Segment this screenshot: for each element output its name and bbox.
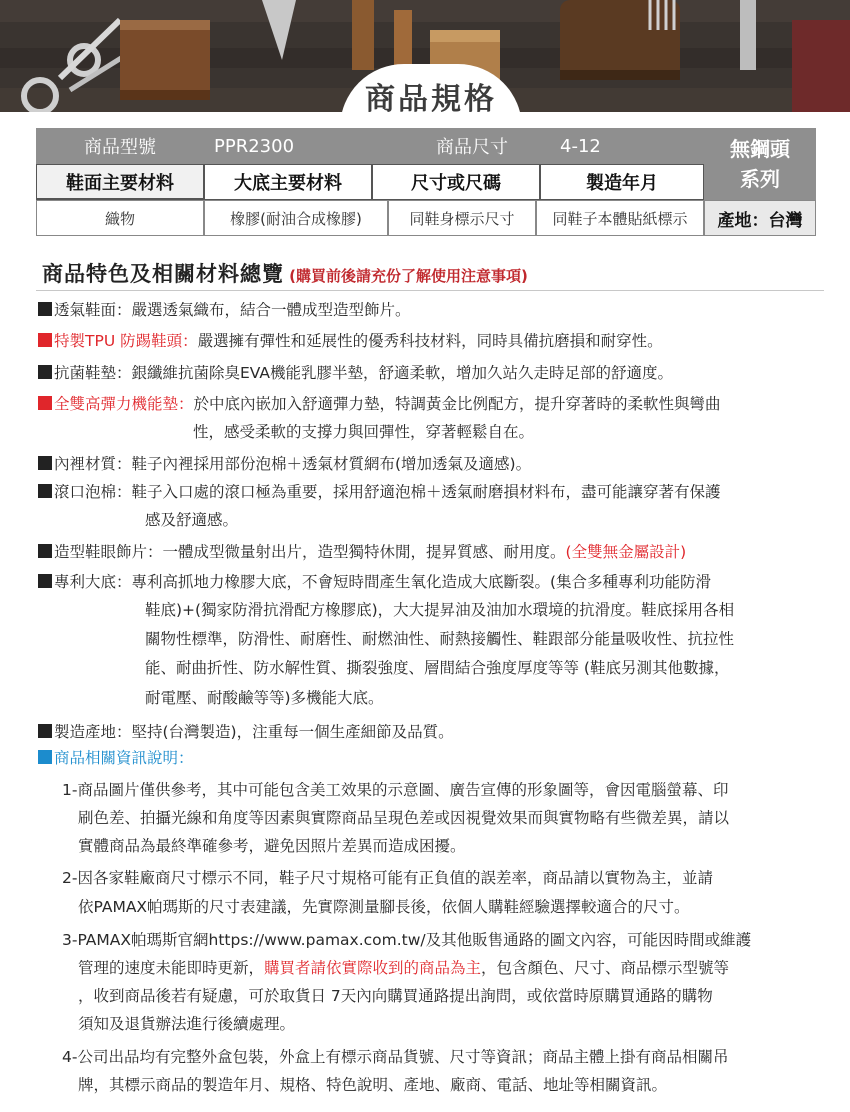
bullet-square-icon: [38, 302, 52, 316]
note-4: 4-公司出品均有完整外盒包裝，外盒上有標示商品貨號、尺寸等資訊；商品主體上掛有商品相關吊: [62, 1048, 729, 1066]
note-2-line-2: 依PAMAX帕瑪斯的尺寸表建議，先實際測量腳長後，依個人購鞋經驗選擇較適合的尺寸。: [78, 898, 690, 916]
feature-continuation: 感及舒適感。: [145, 511, 239, 529]
title-plate: [340, 64, 522, 112]
header-date: 製造年月: [540, 164, 704, 200]
note-1: 1-商品圖片僅供參考，其中可能包含美工效果的示意圖、廣告宣傳的形象圖等，會因電腦螢幕、印: [62, 781, 729, 799]
feature-item: 抗菌鞋墊：銀纖維抗菌除臭EVA機能乳膠半墊，舒適柔軟，增加久站久走時足部的舒適度。: [38, 361, 673, 385]
feature-item: 造型鞋眼飾片：一體成型微量射出片，造型獨特休閒，提昇質感、耐用度。(全雙無金屬設計): [38, 540, 686, 564]
bullet-square-icon: [38, 333, 52, 347]
bullet-square-icon: [38, 484, 52, 498]
divider: [36, 290, 824, 291]
header-banner: [0, 0, 850, 112]
header-sole: 大底主要材料: [204, 164, 372, 200]
series-badge: [704, 128, 816, 200]
series-line-2: 系列: [740, 167, 780, 191]
spec-row-model: [36, 128, 704, 164]
feature-item: 滾口泡棉：鞋子入口處的滾口極為重要，採用舒適泡棉＋透氣耐磨損材料布，盡可能讓穿著有保護: [38, 480, 721, 504]
value-upper: 織物: [36, 200, 204, 236]
header-upper: 鞋面主要材料: [36, 164, 204, 200]
note-2: 2-因各家鞋廠商尺寸標示不同，鞋子尺寸規格可能有正負值的誤差率，商品請以實物為主，並請: [62, 869, 713, 887]
page-title: 商品規格: [365, 82, 497, 112]
feature-item: 內裡材質：鞋子內裡採用部份泡棉＋透氣材質網布(增加透氣及適感)。: [38, 452, 531, 476]
leather-roll-icon: [792, 20, 850, 112]
feature-item: 製造產地：堅持(台灣製造)，注重每一個生產細節及品質。: [38, 720, 454, 744]
spec-table: [36, 128, 816, 238]
feature-continuation: 關物性標準，防滑性、耐磨性、耐燃油性、耐熱接觸性、鞋跟部分能量吸收性、抗拉性: [145, 630, 735, 648]
note-1-line-3: 實體商品為最終準確參考，避免因照片差異而造成困擾。: [78, 837, 466, 855]
note-3: 3-PAMAX帕瑪斯官網https://www.pamax.com.tw/及其他販售通路的圖文內容，可能因時間或維護: [62, 931, 752, 949]
bullet-square-icon: [38, 365, 52, 379]
section-note: (購買前後請充份了解使用注意事項): [289, 267, 528, 285]
value-size: 4-12: [560, 135, 601, 157]
feature-item: 特製TPU 防踢鞋頭：嚴選擁有彈性和延展性的優秀科技材料，同時具備抗磨損和耐穿性。: [38, 329, 663, 353]
spec-row-values: [36, 200, 704, 236]
feature-continuation: 能、耐曲折性、防水解性質、撕裂強度、層間結合強度厚度等等 (鞋底另測其他數據，: [145, 659, 730, 677]
bullet-square-icon: [38, 750, 52, 764]
bullet-square-icon: [38, 544, 52, 558]
feature-continuation: 性，感受柔軟的支撐力與回彈性，穿著輕鬆自在。: [193, 423, 535, 441]
bullet-square-icon: [38, 396, 52, 410]
header-size-code: 尺寸或尺碼: [372, 164, 540, 200]
series-line-1: 無鋼頭: [730, 137, 790, 161]
label-model: 商品型號: [84, 137, 156, 158]
origin-badge: 產地：台灣: [704, 200, 816, 236]
bullet-square-icon: [38, 456, 52, 470]
awl-handle-icon: [352, 0, 374, 70]
note-1-line-2: 刷色差、拍攝光線和角度等因素與實際商品呈現色差或因視覺效果而與實物略有些微差異，請以: [78, 809, 730, 827]
note-3-line-4: 須知及退貨辦法進行後續處理。: [78, 1015, 296, 1033]
feature-continuation: 鞋底)+(獨家防滑抗滑配方橡膠底)，大大提昇油及油加水環境的抗滑度。鞋底採用各相: [145, 601, 735, 619]
feature-continuation: 耐電壓、耐酸鹼等等)多機能大底。: [145, 689, 384, 707]
value-date: 同鞋子本體貼紙標示: [536, 200, 704, 236]
note-3-line-2: 管理的速度未能即時更新，購買者請依實際收到的商品為主，包含顏色、尺寸、商品標示型號等: [78, 959, 730, 977]
info-heading: 商品相關資訊說明：: [38, 746, 194, 770]
rod-icon: [740, 0, 756, 70]
section-title: 商品特色及相關材料總覽: [42, 262, 284, 286]
feature-item: 透氣鞋面：嚴選透氣織布，結合一體成型造型飾片。: [38, 298, 411, 322]
bullet-square-icon: [38, 574, 52, 588]
feature-item: 專利大底：專利高抓地力橡膠大底，不會短時間產生氧化造成大底斷裂。(集合多種專利功能防滑: [38, 570, 711, 594]
bullet-square-icon: [38, 724, 52, 738]
value-model: PPR2300: [214, 135, 295, 157]
leather-spool-icon: [120, 20, 210, 100]
value-sole: 橡膠(耐油合成橡膠): [204, 200, 388, 236]
note-4-line-2: 牌，其標示商品的製造年月、規格、特色說明、產地、廠商、電話、地址等相關資訊。: [78, 1076, 668, 1094]
note-3-line-3: ，收到商品後若有疑慮，可於取貨日 7天內向購買通路提出詢問，或依當時原購買通路的購物: [78, 987, 713, 1005]
feature-item: 全雙高彈力機能墊：於中底內嵌加入舒適彈力墊，特調黃金比例配方，提升穿著時的柔軟性與彎曲: [38, 392, 721, 416]
spec-row-headers: [36, 164, 704, 200]
section-heading: [42, 258, 822, 288]
label-size: 商品尺寸: [436, 137, 508, 158]
value-size-code: 同鞋身標示尺寸: [388, 200, 536, 236]
